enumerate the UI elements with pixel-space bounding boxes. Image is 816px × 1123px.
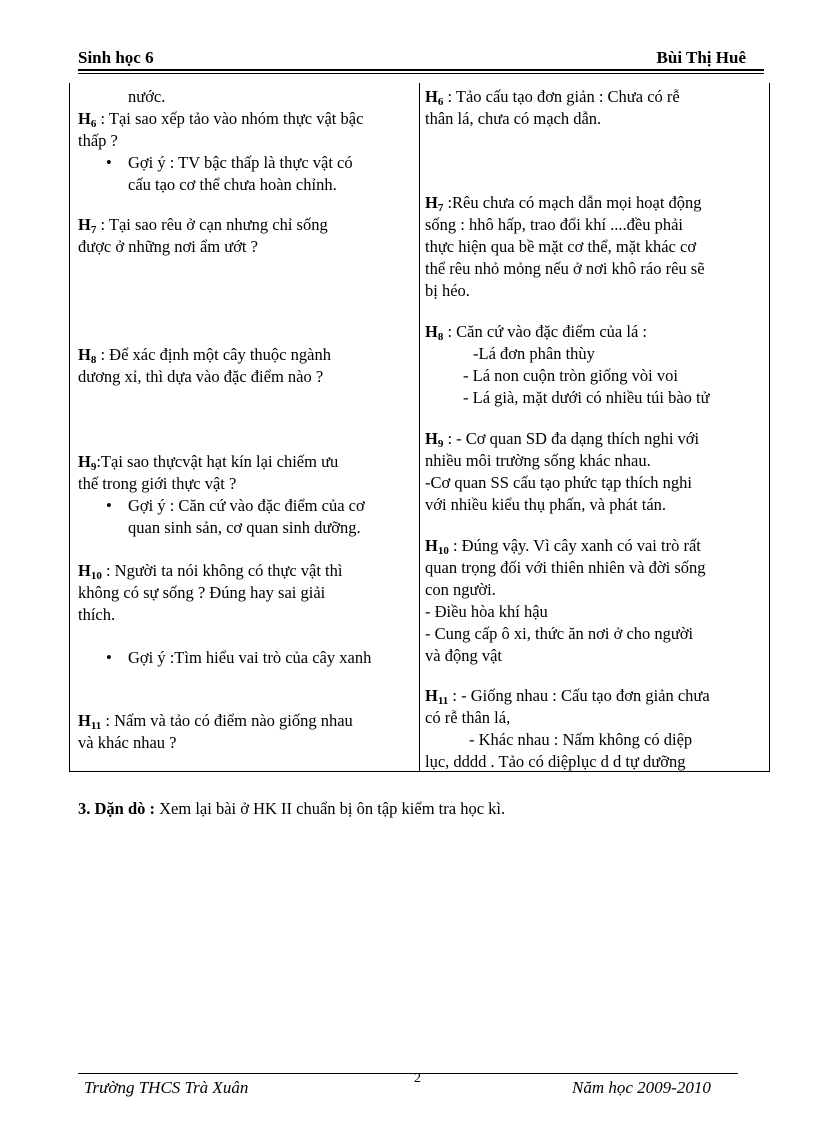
answer-10-item: - Cung cấp ô xi, thức ăn nơi ở cho người bbox=[425, 624, 694, 643]
left-column bbox=[78, 86, 413, 196]
homework-text: Xem lại bài ở HK II chuẩn bị ôn tập kiểm tra học kì. bbox=[155, 799, 506, 818]
answer-9-cont: nhiều môi trường sống khác nhau. bbox=[425, 451, 651, 470]
answer-9-block bbox=[425, 428, 760, 516]
question-10-cont2: thích. bbox=[78, 605, 116, 624]
answer-6-block bbox=[425, 86, 760, 130]
table-border-left bbox=[69, 83, 70, 772]
answer-7-cont4: bị héo. bbox=[425, 281, 470, 300]
question-9-block bbox=[78, 451, 413, 539]
answer-11-block bbox=[425, 685, 760, 773]
footer-year: Năm học 2009-2010 bbox=[572, 1078, 711, 1097]
answer-7-cont2: thực hiện qua bề mặt cơ thể, mặt khác cơ bbox=[425, 237, 697, 256]
answer-7-cont: sống : hhô hấp, trao đổi khí ....đều phải bbox=[425, 215, 684, 234]
answer-11-cont3: lục, dddd . Tảo có diệplục d d tự dưỡng bbox=[425, 752, 686, 771]
answer-10-cont3: và động vật bbox=[425, 646, 502, 665]
footer-rule bbox=[78, 1073, 738, 1074]
hint-10-block bbox=[78, 647, 413, 669]
header-rule bbox=[78, 69, 764, 71]
question-7-block bbox=[78, 214, 413, 258]
answer-10-item: - Điều hòa khí hậu bbox=[425, 602, 548, 621]
question-8-cont: dương xỉ, thì dựa vào đặc điểm nào ? bbox=[78, 367, 324, 386]
question-11: $H_{11}$ : Nấm và tảo có điểm nào giống nhau bbox=[78, 711, 353, 732]
question-9: $H_9:Tại$ sao thựcvật hạt kín lại chiếm ưu bbox=[78, 452, 339, 473]
answer-10-cont2: con người. bbox=[425, 580, 496, 599]
answer-8: $H_8$ : Căn cứ vào đặc điểm của lá : bbox=[425, 322, 647, 343]
question-10-cont: không có sự sống ? Đúng hay sai giải bbox=[78, 583, 326, 602]
answer-9: $H_9$ : - Cơ quan SD đa dạng thích nghi với bbox=[425, 429, 700, 450]
answer-8-block bbox=[425, 321, 760, 409]
author-name: Bùi Thị Huê bbox=[656, 48, 746, 67]
header-rule-thin bbox=[78, 73, 764, 74]
answer-8-item: -Lá đơn phân thùy bbox=[473, 344, 595, 363]
page-header bbox=[78, 48, 764, 70]
question-6: $H_6$ : Tại sao xếp tảo vào nhóm thực vật bậc bbox=[78, 109, 364, 130]
homework-line bbox=[78, 799, 505, 819]
question-6-cont: thấp ? bbox=[78, 131, 118, 150]
answer-6-cont: thân lá, chưa có mạch dẫn. bbox=[425, 109, 602, 128]
hint-6-cont: cấu tạo cơ thể chưa hoàn chỉnh. bbox=[128, 175, 337, 194]
question-10-block bbox=[78, 560, 413, 626]
question-8: $H_8$ : Để xác định một cây thuộc ngành bbox=[78, 345, 331, 366]
answer-8-item: - Lá già, mặt dưới có nhiều túi bào tử bbox=[463, 388, 710, 407]
question-11-block bbox=[78, 710, 413, 754]
hint-9: • Gợi ý : Căn cứ vào đặc điểm của cơ bbox=[78, 495, 413, 517]
table-border-right bbox=[769, 83, 770, 772]
answer-10-cont: quan trọng đối với thiên nhiên và đời sống bbox=[425, 558, 706, 577]
answer-6: $H_6$ : Tảo cấu tạo đơn giản : Chưa có rễ bbox=[425, 87, 680, 108]
answer-10: $H_{10}$ : Đúng vậy. Vì cây xanh có vai trò rất bbox=[425, 536, 701, 557]
answer-10-block bbox=[425, 535, 760, 667]
answer-7-cont3: thể rêu nhỏ mỏng nếu ở nơi khô ráo rêu sẽ bbox=[425, 259, 705, 278]
answer-11-cont: có rễ thân lá, bbox=[425, 708, 511, 727]
question-7-cont: được ở những nơi ẩm ướt ? bbox=[78, 237, 258, 256]
answer-9-cont3: với nhiều kiểu thụ phấn, và phát tán. bbox=[425, 495, 667, 514]
answer-11-cont2: - Khác nhau : Nấm không có diệp bbox=[469, 730, 693, 749]
answer-9-cont2: -Cơ quan SS cấu tạo phức tạp thích nghi bbox=[425, 473, 692, 492]
answer-7-block bbox=[425, 192, 760, 302]
question-11-cont: và khác nhau ? bbox=[78, 733, 177, 752]
question-9-cont: thế trong giới thực vật ? bbox=[78, 474, 237, 493]
answer-11: $H_{11}$ : - Giống nhau : Cấu tạo đơn giản chưa bbox=[425, 686, 710, 707]
footer-school: Trường THCS Trà Xuân bbox=[84, 1078, 249, 1097]
question-8-block bbox=[78, 344, 413, 388]
hint-9-cont: quan sinh sản, cơ quan sinh dưỡng. bbox=[128, 518, 361, 537]
hint-6: • Gợi ý : TV bậc thấp là thực vật có bbox=[78, 152, 413, 174]
subject-title: Sinh học 6 bbox=[78, 48, 154, 67]
answer-7: $H_7$ :Rêu chưa có mạch dẫn mọi hoạt động bbox=[425, 193, 702, 214]
table-divider bbox=[419, 83, 420, 772]
question-10: $H_{10}$ : Người ta nói không có thực vật thì bbox=[78, 561, 343, 582]
page-number: 2 bbox=[414, 1071, 421, 1086]
question-7: $H_7$ : Tại sao rêu ở cạn nhưng chỉ sống bbox=[78, 215, 328, 236]
hint-10: • Gợi ý :Tìm hiểu vai trò của cây xanh bbox=[78, 647, 413, 669]
continued-text: nước. bbox=[128, 87, 166, 106]
homework-label: 3. Dặn dò : bbox=[78, 799, 156, 818]
answer-8-item: - Lá non cuộn tròn giống vòi voi bbox=[463, 366, 678, 385]
